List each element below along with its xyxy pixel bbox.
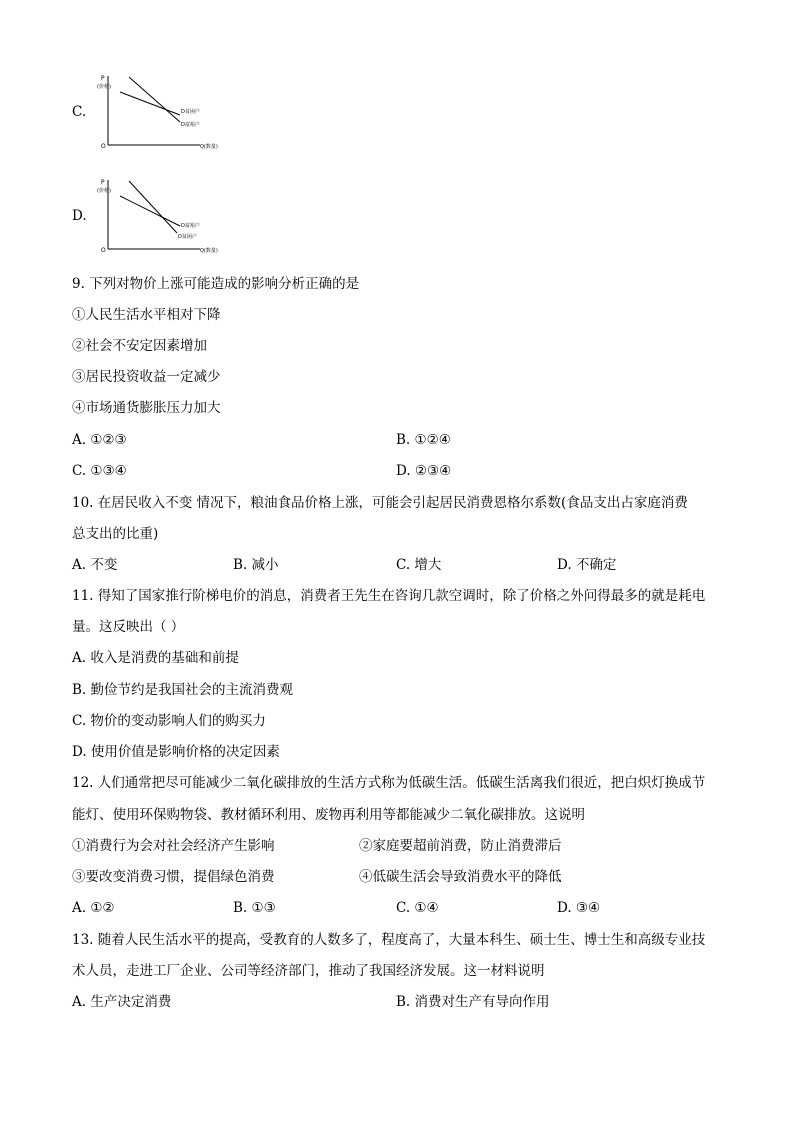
q10-option-d[interactable]: D. 不确定 [557,557,617,573]
q13-option-a[interactable]: A. 生产决定消费 [72,994,172,1010]
y-axis-label: P [101,179,105,186]
x-axis-label: Q(数量) [200,144,218,150]
q12-item-3: ③要改变消费习惯，提倡绿色消费 [72,869,275,885]
demand-line-1 [129,77,180,122]
q13-option-b[interactable]: B. 消费对生产有导向作用 [396,994,550,1010]
demand-graph-d [92,176,232,260]
q12-item-1: ①消费行为会对社会经济产生影响 [72,838,275,854]
q9-option-a[interactable]: A. ①②③ [72,432,127,448]
q13-stem-line-1: 13. 随着人民生活水平的提高，受教育的人数多了，程度高了，大量本科生、硕士生、博士生和高级专业技 [72,932,706,948]
q9-option-b[interactable]: B. ①②④ [396,432,451,448]
demand-line-1 [129,181,177,233]
q11-option-a[interactable]: A. 收入是消费的基础和前提 [72,650,239,666]
origin-label: O [101,143,106,150]
q11-stem-line-2: 量。这反映出（ ） [72,619,185,635]
demand-graph-c [92,72,232,156]
q12-option-a[interactable]: A. ①② [72,900,115,916]
demand-line-1-label: D贫困户 [178,234,197,240]
q9-option-d[interactable]: D. ②③④ [396,463,452,479]
q11-option-b[interactable]: B. 勤俭节约是我国社会的主流消费观 [72,682,294,698]
q9-item-4: ④市场通货膨胀压力加大 [72,400,221,416]
demand-line-2-label: D富裕户 [181,223,200,229]
q12-option-b[interactable]: B. ①③ [233,900,276,916]
origin-label: O [101,247,106,254]
q12-stem-line-1: 12. 人们通常把尽可能减少二氧化碳排放的生活方式称为低碳生活。低碳生活离我们很近，把白炽灯换成节 [72,775,706,791]
q9-item-3: ③居民投资收益一定减少 [72,369,221,385]
option-c-label: C. [72,104,87,120]
q12-item-4: ④低碳生活会导致消费水平的降低 [359,869,562,885]
demand-line-2 [120,196,180,226]
demand-line-2-label: D贫困户 [181,109,200,115]
q12-option-c[interactable]: C. ①④ [396,900,439,916]
q9-item-1: ①人民生活水平相对下降 [72,307,221,323]
q10-stem-line-1: 10. 在居民收入不变 情况下，粮油食品价格上涨，可能会引起居民消费恩格尔系数(食品支出占家庭消费 [72,495,688,511]
q12-stem-line-2: 能灯、使用环保购物袋、教材循环利用、废物再利用等都能减少二氧化碳排放。这说明 [72,807,585,823]
x-axis-label: Q(数量) [200,248,218,254]
q10-option-c[interactable]: C. 增大 [396,557,442,573]
y-axis-unit: (价格) [97,188,111,194]
q9-item-2: ②社会不安定因素增加 [72,338,207,354]
q12-item-2: ②家庭要超前消费，防止消费滞后 [359,838,562,854]
q10-option-a[interactable]: A. 不变 [72,557,118,573]
q11-option-d[interactable]: D. 使用价值是影响价格的决定因素 [72,744,280,760]
q11-option-c[interactable]: C. 物价的变动影响人们的购买力 [72,713,266,729]
demand-line-1-label: D富裕户 [181,122,200,128]
option-d-label: D. [72,208,87,224]
q9-stem: 9. 下列对物价上涨可能造成的影响分析正确的是 [72,276,360,292]
q9-option-c[interactable]: C. ①③④ [72,463,127,479]
y-axis-unit: (价格) [97,84,111,90]
q13-stem-line-2: 术人员，走进工厂企业、公司等经济部门，推动了我国经济发展。这一材料说明 [72,963,545,979]
q12-option-d[interactable]: D. ③④ [557,900,601,916]
y-axis-label: P [101,75,105,82]
q11-stem-line-1: 11. 得知了国家推行阶梯电价的消息，消费者王先生在咨询几款空调时，除了价格之外问得最多的就是耗电 [72,588,706,604]
q10-stem-line-2: 总支出的比重) [72,526,159,542]
q10-option-b[interactable]: B. 减小 [233,557,279,573]
